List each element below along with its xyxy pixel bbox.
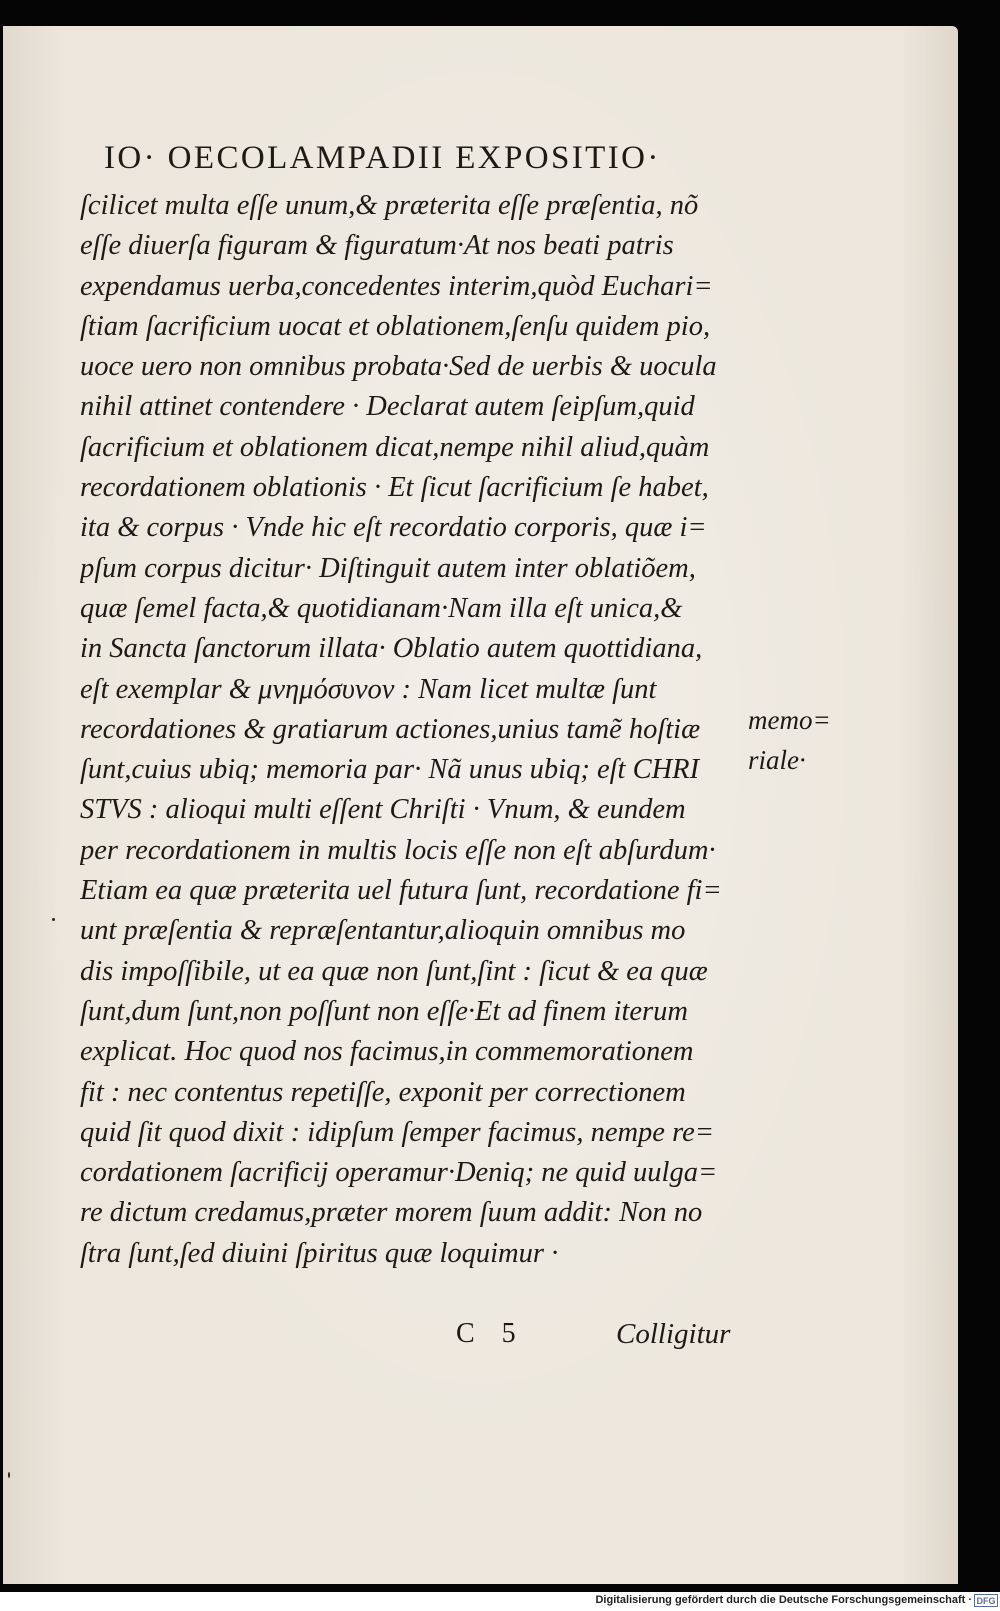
text-line: unt præſentia & repræſentantur,alioquin omnibus mo xyxy=(80,915,686,947)
ink-speck xyxy=(8,1472,10,1478)
text-line: fit : nec contentus repetiſſe, exponit per correctionem xyxy=(80,1076,686,1108)
text-line: STVS : alioqui multi eſſent Chriſti · Vnum, & eundem xyxy=(80,794,686,826)
dfg-logo-icon: DFG xyxy=(974,1594,998,1607)
funding-credit: Digitalisierung gefördert durch die Deutsche Forschungsgemeinschaft · xyxy=(595,1594,972,1606)
text-line: eſt exemplar & μνημόσυνον : Nam licet multæ ſunt xyxy=(80,673,657,705)
text-line: ſunt,cuius ubiq; memoria par· Nã unus ubiq; eſt CHRI xyxy=(80,754,700,786)
text-line: ſunt,dum ſunt,non poſſunt non eſſe·Et ad finem iterum xyxy=(80,995,688,1027)
signature-mark: C 5 xyxy=(456,1318,526,1349)
text-line: quid ſit quod dixit : idipſum ſemper facimus, nempe re= xyxy=(80,1116,714,1148)
text-line: cordationem ſacrificij operamur·Deniq; ne quid uulga= xyxy=(80,1157,718,1189)
text-line: Etiam ea quæ præterita uel futura ſunt, recordatione fi= xyxy=(80,875,722,907)
running-header: IO· OECOLAMPADII EXPOSITIO· xyxy=(104,140,661,176)
text-line: quæ ſemel facta,& quotidianam·Nam illa eſt unica,& xyxy=(80,592,683,624)
text-line: ſtra ſunt,ſed diuini ſpiritus quæ loquimur · xyxy=(80,1237,559,1269)
text-line: re dictum credamus,præter morem ſuum addit: Non no xyxy=(80,1197,703,1229)
text-line: dis impoſſibile, ut ea quæ non ſunt,ſint : ſicut & ea quæ xyxy=(80,955,708,987)
marginal-note-line: riale· xyxy=(748,745,806,776)
catchword: Colligitur xyxy=(616,1318,731,1350)
text-line: ſacrificium et oblationem dicat,nempe nihil aliud,quàm xyxy=(80,431,710,463)
marginal-note-line: memo= xyxy=(748,705,831,735)
text-line: recordationes & gratiarum actiones,unius tamẽ hoſtiæ xyxy=(80,713,701,745)
text-line: recordationem oblationis · Et ſicut ſacrificium ſe habet, xyxy=(80,472,709,504)
ink-speck xyxy=(52,918,55,921)
text-line: pſum corpus dicitur· Diſtinguit autem inter oblatiõem, xyxy=(80,552,696,584)
text-line: ſtiam ſacrificium uocat et oblationem,ſenſu quidem pio, xyxy=(80,310,711,342)
text-line: explicat. Hoc quod nos facimus,in commemorationem xyxy=(80,1036,694,1068)
text-line: in Sancta ſanctorum illata· Oblatio autem quottidiana, xyxy=(80,633,703,665)
text-line: ſcilicet multa eſſe unum,& præterita eſſe præſentia, nõ xyxy=(80,190,699,221)
text-line: nihil attinet contendere · Declarat autem ſeipſum,quid xyxy=(80,391,695,423)
text-line: ita & corpus · Vnde hic eſt recordatio corporis, quæ i= xyxy=(80,512,707,544)
text-line: expendamus uerba,concedentes interim,quòd Euchari= xyxy=(80,270,713,302)
marginal-note xyxy=(748,700,848,781)
text-line: per recordationem in multis locis eſſe non eſt abſurdum· xyxy=(80,834,716,866)
text-line: eſſe diuerſa figuram & figuratum·At nos beati patris xyxy=(80,230,674,262)
text-line: uoce uero non omnibus probata·Sed de uerbis & uocula xyxy=(80,351,717,383)
body-text xyxy=(80,186,740,1274)
